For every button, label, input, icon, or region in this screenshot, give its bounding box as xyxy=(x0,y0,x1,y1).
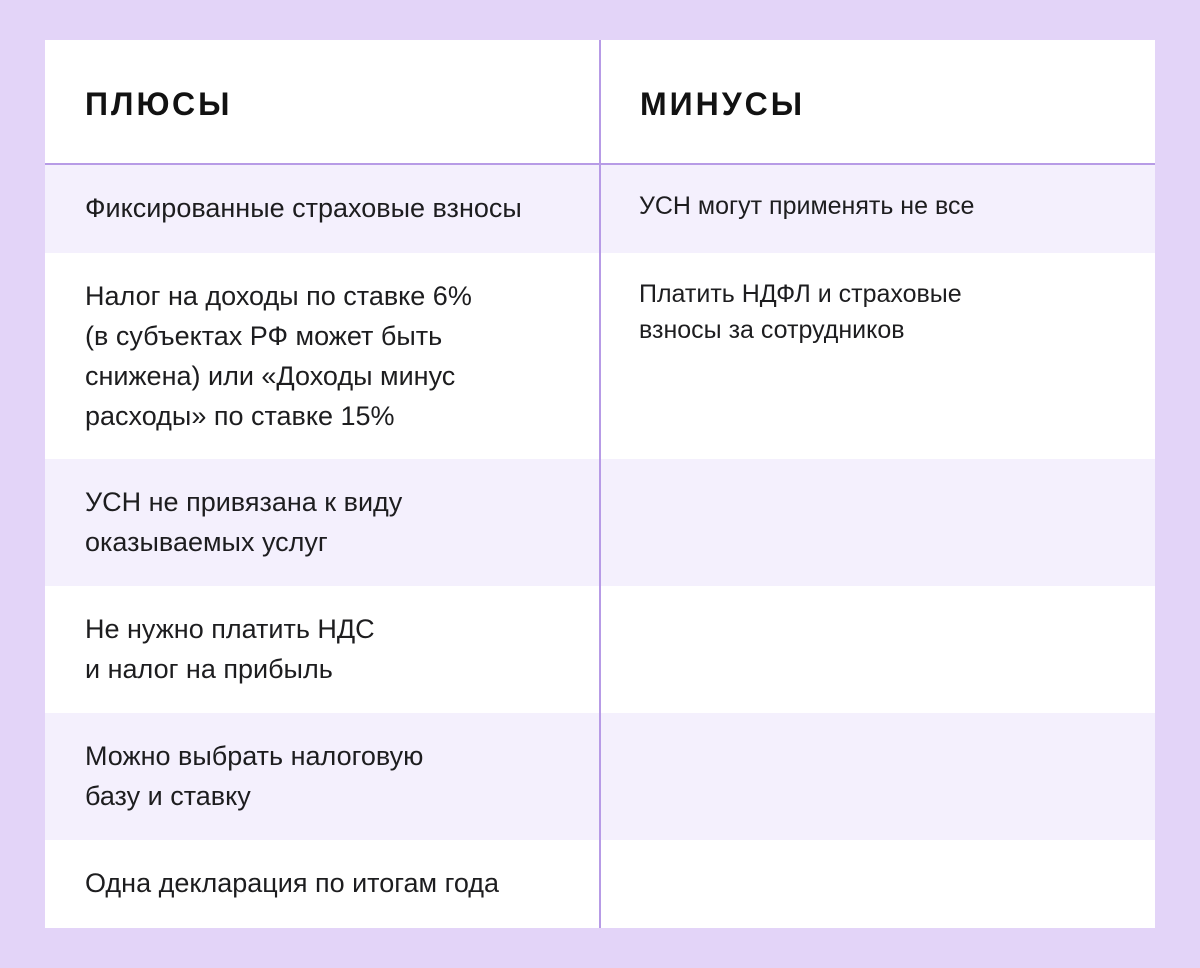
column-divider xyxy=(599,40,601,928)
con-cell: Платить НДФЛ и страховые взносы за сотрудников xyxy=(639,280,962,344)
pro-cell: УСН не привязана к виду оказываемых услуг xyxy=(85,487,403,557)
con-cell xyxy=(600,586,1155,713)
cons-heading: МИНУСЫ xyxy=(640,86,806,122)
con-cell xyxy=(600,459,1155,586)
pro-cell: Фиксированные страховые взносы xyxy=(85,193,522,223)
pro-cell: Не нужно платить НДС и налог на прибыль xyxy=(85,614,375,684)
con-cell xyxy=(600,713,1155,840)
pro-cell: Одна декларация по итогам года xyxy=(85,868,500,898)
pros-heading: ПЛЮСЫ xyxy=(85,86,233,122)
con-cell xyxy=(600,840,1155,928)
con-cell: УСН могут применять не все xyxy=(639,192,975,220)
pro-cell: Налог на доходы по ставке 6% (в субъектах РФ может быть снижена) или «Доходы минус расходы» по ставке 15% xyxy=(85,281,472,431)
pro-cell: Можно выбрать налоговую базу и ставку xyxy=(85,741,424,811)
pros-cons-table xyxy=(45,40,1155,928)
